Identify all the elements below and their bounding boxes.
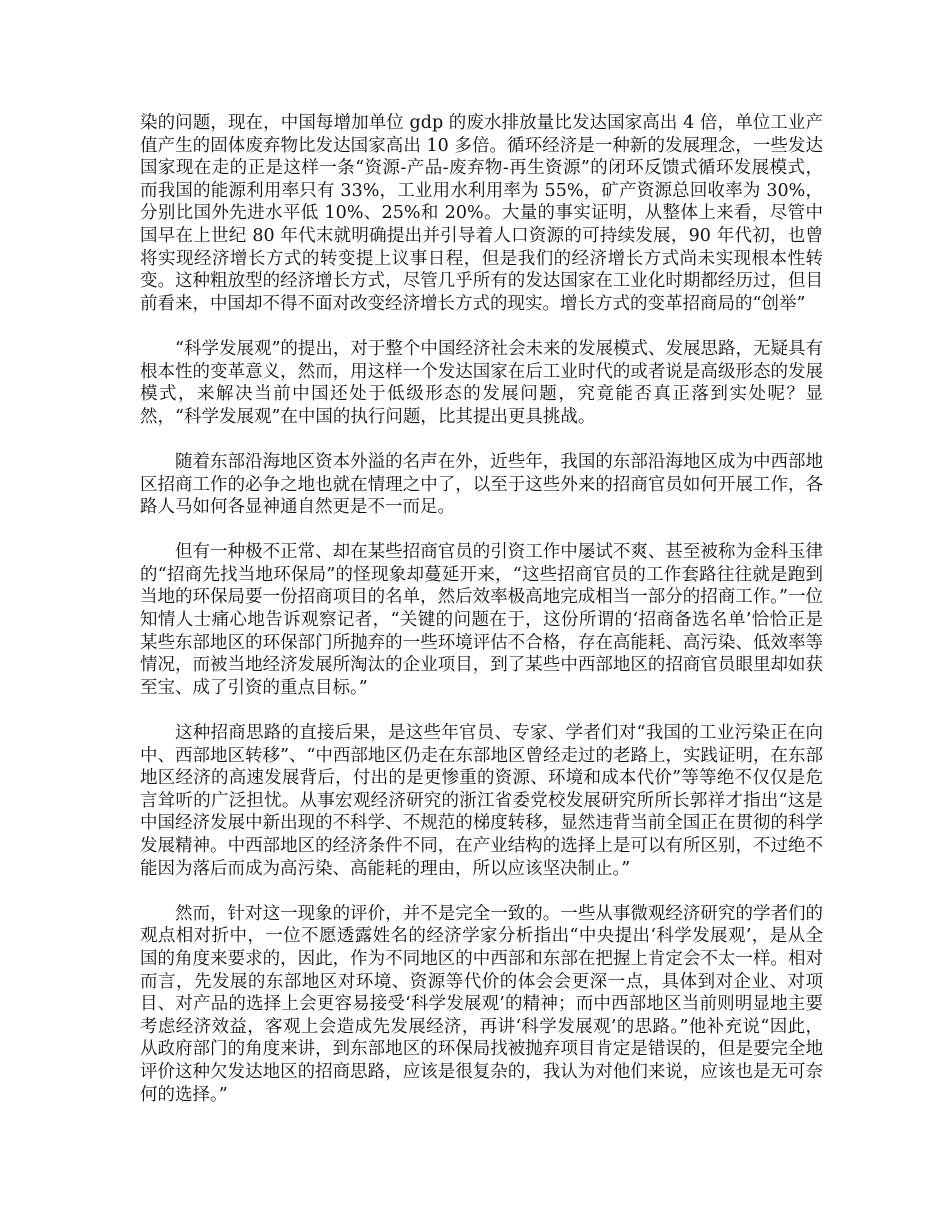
paragraph-scientific-development: “科学发展观”的提出，对于整个中国经济社会未来的发展模式、发展思路，无疑具有根本性的变革意义，然而，用这样一个发达国家在后工业时代的或者说是高级形态的发展模式，来解决当前中国还处于低级形态的发展问题，究竟能否真正落到实处呢？显然，“科学发展观”在中国的执行问题，比其提出更具挑战。 xyxy=(140,338,823,427)
document-page xyxy=(140,112,823,1129)
paragraph-continued: 染的问题，现在，中国每增加单位 gdp 的废水排放量比发达国家高出 4 倍，单位工业产值产生的固体废弃物比发达国家高出 10 多倍。循环经济是一种新的发展理念，一些发达国家现在走的正是这样一条“资源-产品-废弃物-再生资源”的闭环反馈式循环发展模式，而我国的能源利用率只有 33%，工业用水利用率为 55%，矿产资源总回收率为 30%，分别比国外先进水平低 10%、25%和 20%。大量的事实证明，从整体上来看，尽管中国早在上世纪 80 年代末就明确提出并引导着人口资源的可持续发展，90 年代初，也曾将实现经济增长方式的转变提上议事日程，但是我们的经济增长方式尚未实现根本性转变。这种粗放型的经济增长方式，尽管几乎所有的发达国家在工业化时期都经历过，但目前看来，中国却不得不面对改变经济增长方式的现实。增长方式的变革招商局的“创举” xyxy=(140,113,823,314)
paragraph-consequences: 这种招商思路的直接后果，是这些年官员、专家、学者们对“我国的工业污染正在向中、西部地区转移”、“中西部地区仍走在东部地区曾经走过的老路上，实践证明，在东部地区经济的高速发展背后，付出的是更惨重的资源、环境和成本代价”等等绝不仅仅是危言耸听的广泛担忧。从事宏观经济研究的浙江省委党校发展研究所所长郭祥才指出“这是中国经济发展中新出现的不科学、不规范的梯度转移，显然违背当前全国正在贯彻的科学发展精神。中西部地区的经济条件不同，在产业结构的选择上是可以有所区别，不过绝不能因为落后而成为高污染、高能耗的理由，所以应该坚决制止。” xyxy=(140,723,823,879)
paragraph-eastern-coastal: 随着东部沿海地区资本外溢的名声在外，近些年，我国的东部沿海地区成为中西部地区招商工作的必争之地也就在情理之中了，以至于这些外来的招商官员如何开展工作，各路人马如何各显神通自然更是不一而足。 xyxy=(140,451,823,518)
paragraph-evaluation: 然而，针对这一现象的评价，并不是完全一致的。一些从事微观经济研究的学者们的观点相对折中，一位不愿透露姓名的经济学家分析指出“中央提出‘科学发展观’，是从全国的角度来要求的，因此，作为不同地区的中西部和东部在把握上肯定会不太一样。相对而言，先发展的东部地区对环境、资源等代价的体会会更深一点，具体到对企业、对项目、对产品的选择上会更容易接受‘科学发展观’的精神；而中西部地区当前则明显地主要考虑经济效益，客观上会造成先发展经济，再讲‘科学发展观’的思路。”他补充说“因此，从政府部门的角度来讲，到东部地区的环保局找被抛弃项目肯定是错误的，但是要完全地评价这种欠发达地区的招商思路，应该是很复杂的，我认为对他们来说，应该也是无可奈何的选择。” xyxy=(140,903,823,1105)
paragraph-environmental-bureau: 但有一种极不正常、却在某些招商官员的引资工作中屡试不爽、甚至被称为金科玉律的“招商先找当地环保局”的怪现象却蔓延开来，“这些招商官员的工作套路往往就是跑到当地的环保局要一份招商项目的名单，然后效率极高地完成相当一部分的招商工作。”一位知情人士痛心地告诉观察记者，“关键的问题在于，这份所谓的‘招商备选名单’恰恰正是某些东部地区的环保部门所抛弃的一些环境评估不合格，存在高能耗、高污染、低效率等情况，而被当地经济发展所淘汰的企业项目，到了某些中西部地区的招商官员眼里却如获至宝、成了引资的重点目标。” xyxy=(140,542,823,698)
